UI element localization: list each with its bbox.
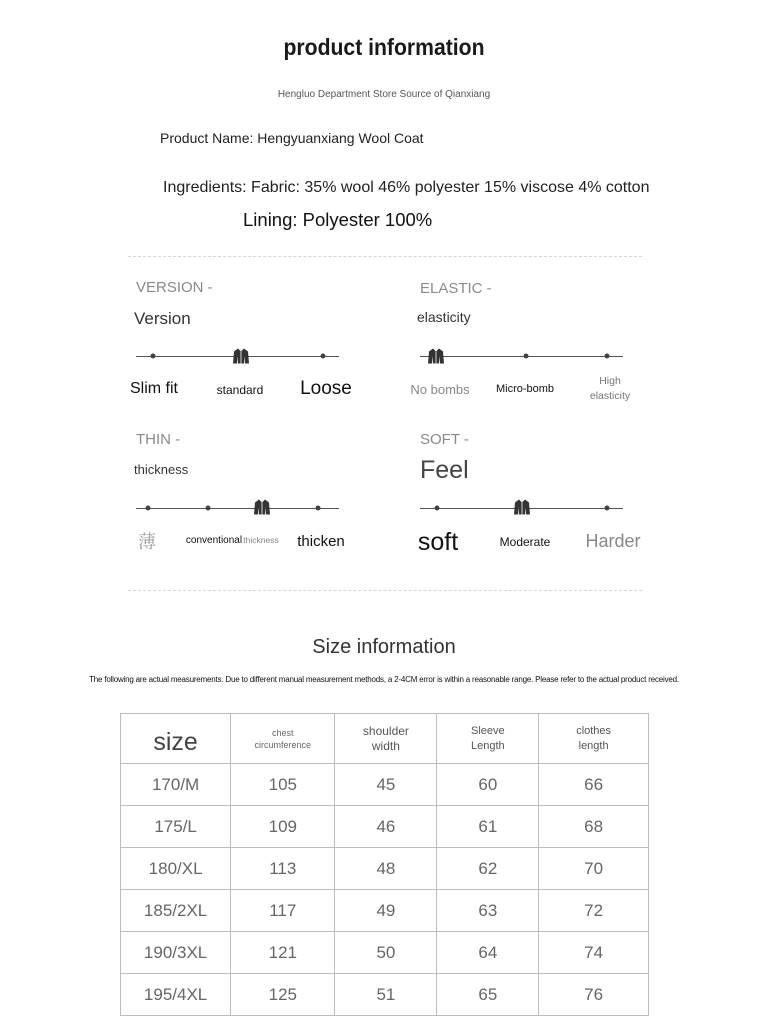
- thin-dot: [206, 506, 211, 511]
- size-table-header: [121, 714, 649, 764]
- header-size: size: [121, 714, 231, 764]
- soft-heading: SOFT -: [420, 431, 469, 448]
- soft-option-harder: Harder: [585, 531, 641, 551]
- header-chest-line1: chest: [272, 727, 294, 738]
- header-chest-line2: circumference: [254, 739, 312, 750]
- table-row: [121, 932, 649, 974]
- table-row: [121, 848, 649, 890]
- cell-chest: 105: [231, 764, 335, 806]
- version-subheading: Version: [134, 309, 191, 328]
- elastic-option-high: High elasticity: [589, 375, 631, 402]
- soft-option-moderate: Moderate: [499, 535, 551, 549]
- size-info-title: Size information: [312, 636, 456, 658]
- cell-length: 76: [539, 974, 649, 1016]
- cell-chest: 109: [231, 806, 335, 848]
- cell-sleeve: 61: [437, 806, 539, 848]
- cell-chest: 113: [231, 848, 335, 890]
- cell-sleeve: 64: [437, 932, 539, 974]
- cell-size: 175/L: [121, 806, 231, 848]
- lining: Lining: Polyester 100%: [243, 209, 433, 230]
- coat-icon: [253, 499, 271, 516]
- version-heading: VERSION -: [136, 279, 213, 296]
- thin-option-conventional: conventional: [185, 535, 243, 546]
- thin-dot: [146, 506, 151, 511]
- page-title: product information: [283, 34, 485, 60]
- cell-size: 190/3XL: [121, 932, 231, 974]
- version-option-standard: standard: [216, 383, 264, 397]
- thin-heading: THIN -: [136, 431, 181, 448]
- cell-length: 66: [539, 764, 649, 806]
- header-chest: [231, 714, 335, 764]
- cell-size: 185/2XL: [121, 890, 231, 932]
- table-row: [121, 806, 649, 848]
- soft-dot: [605, 506, 610, 511]
- cell-length: 68: [539, 806, 649, 848]
- divider-top: [128, 256, 642, 257]
- soft-subheading: Feel: [420, 456, 469, 484]
- store-subtitle: Hengluo Department Store Source of Qianxiang: [277, 89, 491, 100]
- elastic-heading: ELASTIC -: [420, 280, 492, 297]
- coat-icon: [427, 348, 445, 365]
- cell-chest: 125: [231, 974, 335, 1016]
- header-shoulder-line1: shoulder: [362, 723, 409, 738]
- cell-length: 72: [539, 890, 649, 932]
- coat-icon: [513, 499, 531, 516]
- cell-shoulder: 50: [335, 932, 437, 974]
- cell-chest: 121: [231, 932, 335, 974]
- soft-dot: [435, 506, 440, 511]
- table-row: [121, 974, 649, 1016]
- version-dot: [151, 354, 156, 359]
- version-option-loose: Loose: [300, 378, 352, 399]
- header-sleeve-line2: Length: [471, 739, 505, 752]
- header-clothes-line2: length: [578, 739, 609, 752]
- cell-shoulder: 48: [335, 848, 437, 890]
- elastic-dot: [605, 354, 610, 359]
- header-clothes: [539, 714, 649, 764]
- cell-sleeve: 63: [437, 890, 539, 932]
- soft-option-soft: soft: [417, 528, 459, 556]
- cell-shoulder: 49: [335, 890, 437, 932]
- cell-shoulder: 51: [335, 974, 437, 1016]
- divider-bottom: [128, 590, 642, 591]
- header-clothes-line1: clothes: [576, 724, 612, 737]
- thin-option-thicken: thicken: [297, 533, 345, 550]
- header-shoulder: [335, 714, 437, 764]
- cell-size: 170/M: [121, 764, 231, 806]
- elastic-scale-line: [420, 356, 623, 357]
- thin-dot: [316, 506, 321, 511]
- elastic-option-none: No bombs: [410, 382, 470, 397]
- size-table: [120, 713, 649, 1016]
- product-name: Product Name: Hengyuanxiang Wool Coat: [160, 130, 424, 146]
- coat-icon: [232, 348, 250, 365]
- cell-sleeve: 60: [437, 764, 539, 806]
- cell-size: 180/XL: [121, 848, 231, 890]
- header-sleeve-line1: Sleeve: [471, 724, 505, 737]
- thin-option-thin: 薄: [138, 532, 156, 553]
- cell-sleeve: 62: [437, 848, 539, 890]
- elastic-subheading: elasticity: [417, 309, 471, 325]
- thin-scale-line: [136, 508, 339, 509]
- cell-chest: 117: [231, 890, 335, 932]
- elastic-dot: [524, 354, 529, 359]
- cell-sleeve: 65: [437, 974, 539, 1016]
- table-row: [121, 890, 649, 932]
- thin-option-thickness: thickness: [243, 535, 279, 545]
- cell-shoulder: 45: [335, 764, 437, 806]
- cell-size: 195/4XL: [121, 974, 231, 1016]
- version-dot: [321, 354, 326, 359]
- elastic-option-micro: Micro-bomb: [495, 383, 555, 395]
- cell-shoulder: 46: [335, 806, 437, 848]
- version-option-slim: Slim fit: [130, 380, 178, 397]
- cell-length: 74: [539, 932, 649, 974]
- header-sleeve: [437, 714, 539, 764]
- header-shoulder-line2: width: [371, 738, 400, 753]
- table-row: [121, 764, 649, 806]
- measurement-note: The following are actual measurements. Due to different manual measurement methods, a 2-4CM error is within a reasonable range. Please refer to the actual product received.: [89, 675, 679, 684]
- cell-length: 70: [539, 848, 649, 890]
- ingredients: Ingredients: Fabric: 35% wool 46% polyester 15% viscose 4% cotton: [163, 179, 650, 196]
- thin-subheading: thickness: [134, 462, 189, 477]
